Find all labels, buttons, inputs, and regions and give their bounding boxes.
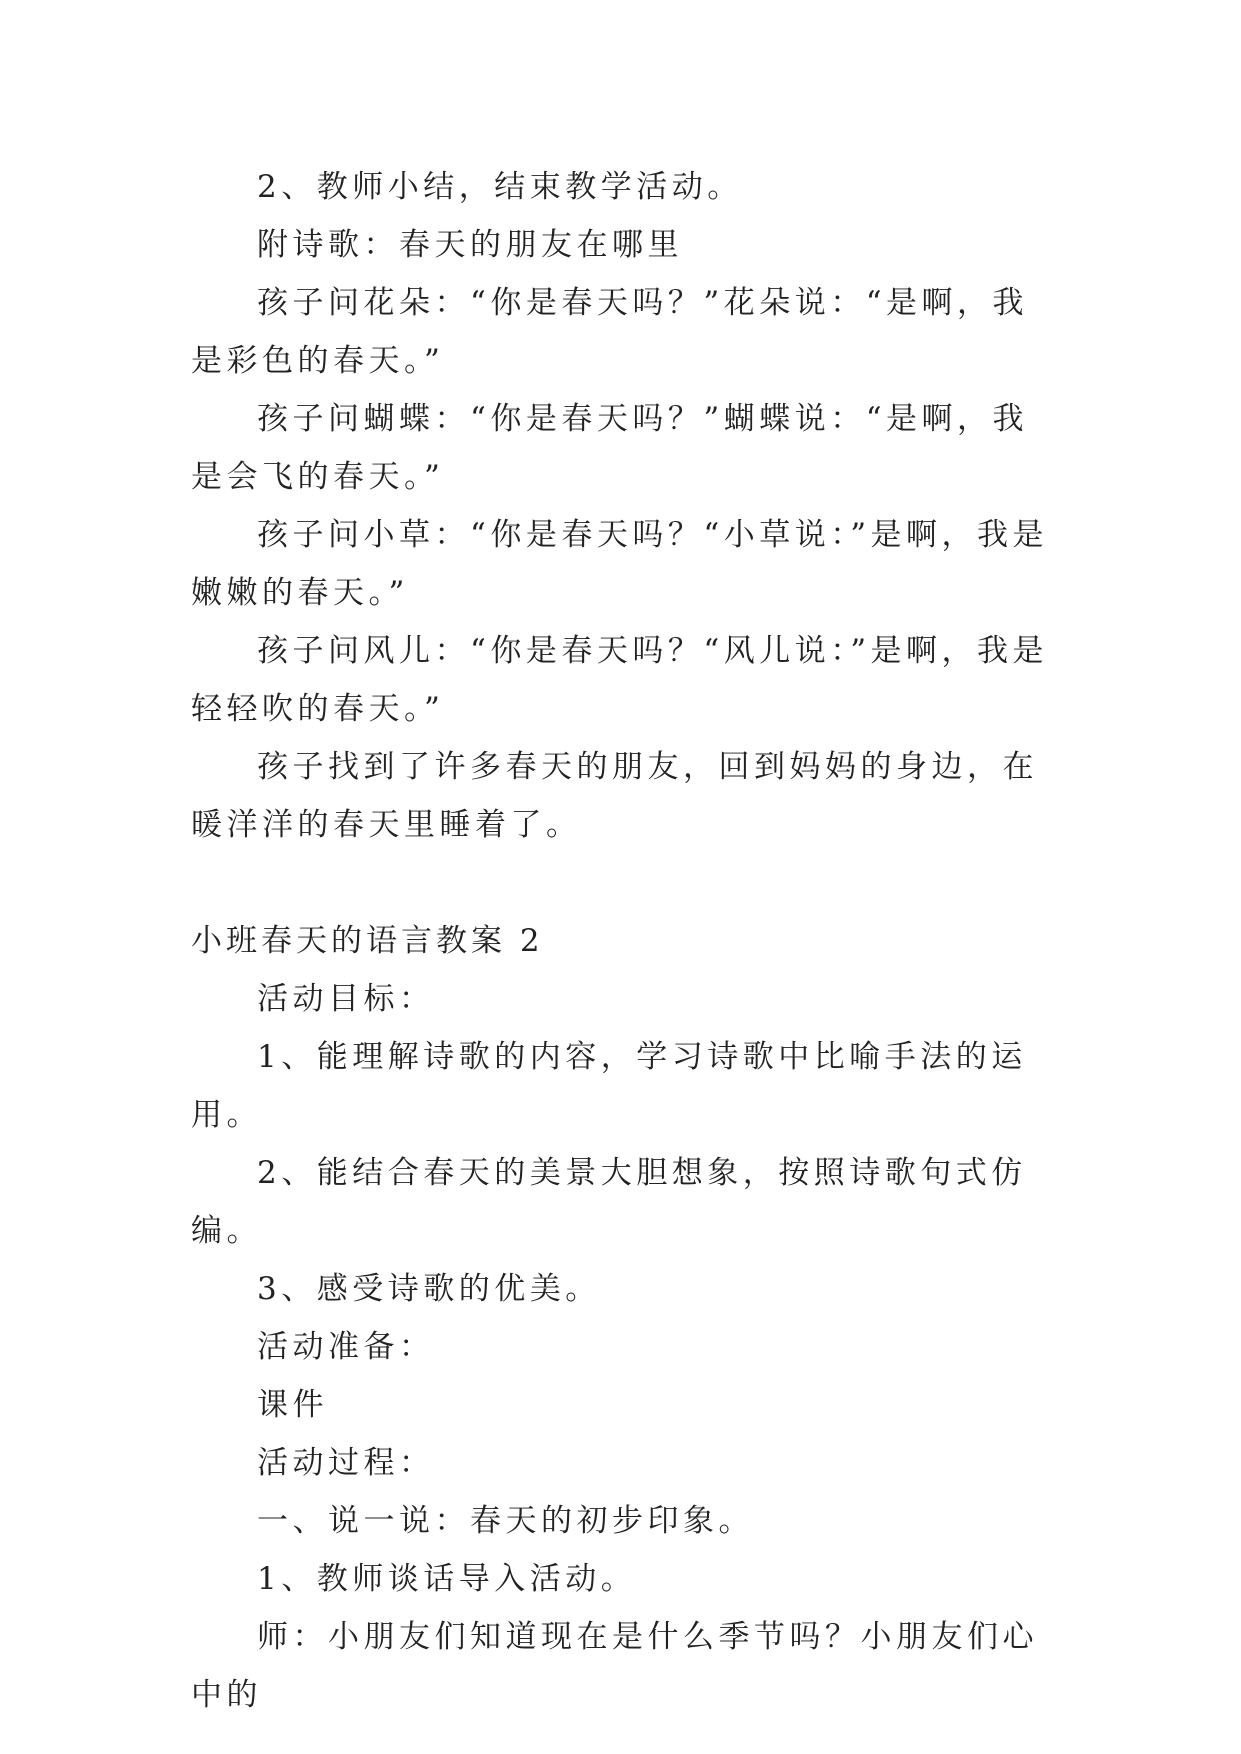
paragraph: 1、教师谈话导入活动。 — [257, 1561, 637, 1597]
poem-stanza: 孩子问花朵：“你是春天吗？”花朵说：“是啊，我是彩色的春天。” — [191, 285, 1029, 379]
paragraph: 1、能理解诗歌的内容，学习诗歌中比喻手法的运用。 — [191, 1039, 1027, 1133]
paragraph: 一、说一说：春天的初步印象。 — [257, 1503, 754, 1539]
paragraph: 活动准备： — [257, 1329, 435, 1365]
poem-stanza: 孩子问小草：“你是春天吗？“小草说：”是啊，我是嫩嫩的春天。” — [191, 517, 1049, 611]
paragraph: 师：小朋友们知道现在是什么季节吗？小朋友们心中的 — [191, 1619, 1038, 1713]
paragraph: 课件 — [257, 1387, 328, 1423]
poem-stanza: 孩子找到了许多春天的朋友，回到妈妈的身边，在暖洋洋的春天里睡着了。 — [191, 749, 1038, 843]
paragraph: 2、能结合春天的美景大胆想象，按照诗歌句式仿编。 — [191, 1155, 1027, 1249]
section-title: 小班春天的语言教案 2 — [191, 923, 544, 959]
paragraph: 2、教师小结，结束教学活动。 — [257, 169, 743, 205]
poem-stanza: 孩子问蝴蝶：“你是春天吗？”蝴蝶说：“是啊，我是会飞的春天。” — [191, 401, 1029, 495]
poem-stanza: 孩子问风儿：“你是春天吗？“风儿说：”是啊，我是轻轻吹的春天。” — [191, 633, 1049, 727]
document-body — [191, 158, 1051, 1724]
paragraph: 活动目标： — [257, 981, 435, 1017]
paragraph: 活动过程： — [257, 1445, 435, 1481]
paragraph: 3、感受诗歌的优美。 — [257, 1271, 601, 1307]
poem-title: 附诗歌：春天的朋友在哪里 — [257, 227, 683, 263]
